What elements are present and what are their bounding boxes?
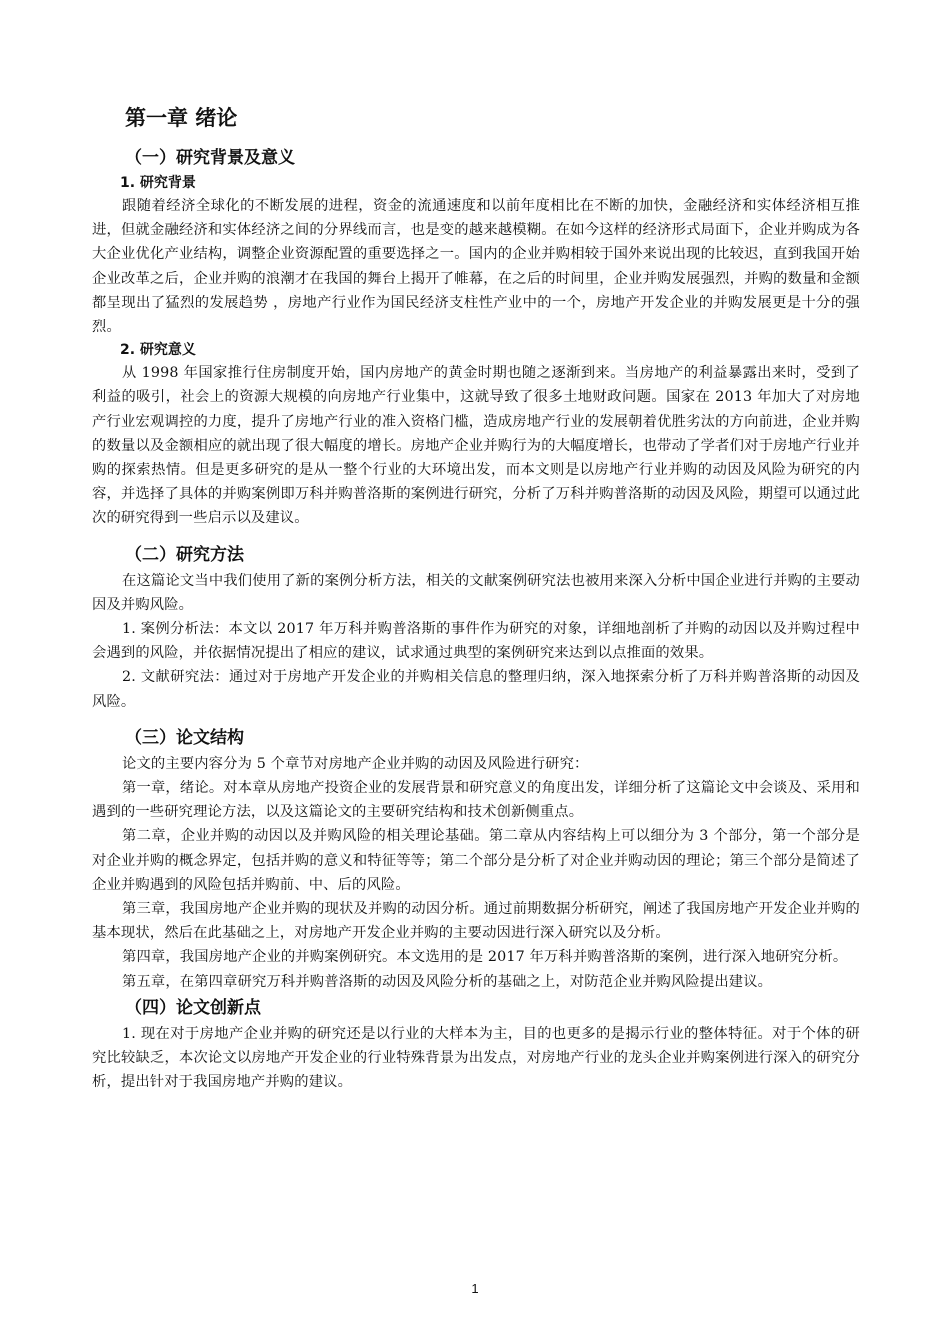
section-heading-background: （一）研究背景及意义	[125, 148, 295, 168]
paragraph: 1. 现在对于房地产企业并购的研究还是以行业的大样本为主，目的也更多的是揭示行业的整体特征。对于个体的研究比较缺乏，本次论文以房地产开发企业的行业特殊背景为出发点，对房地产行业的龙头企业并购案例进行深入的研究分析，提出针对于我国房地产并购的建议。	[92, 1025, 860, 1091]
subsection-heading-significance: 2. 研究意义	[120, 342, 196, 359]
paragraph: 论文的主要内容分为 5 个章节对房地产企业并购的动因及风险进行研究：	[122, 755, 589, 772]
paragraph: 第五章，在第四章研究万科并购普洛斯的动因及风险分析的基础之上，对防范企业并购风险提出建议。	[122, 973, 773, 990]
paragraph: 第四章，我国房地产企业的并购案例研究。本文选用的是 2017 年万科并购普洛斯的案例，进行深入地研究分析。	[122, 949, 848, 966]
paragraph: 第一章，绪论。对本章从房地产投资企业的发展背景和研究意义的角度出发，详细分析了这篇论文中会谈及、采用和遇到的一些研究理论方法，以及这篇论文的主要研究结构和技术创新侧重点。	[92, 780, 860, 821]
paragraph: 1. 案例分析法：本文以 2017 年万科并购普洛斯的事件作为研究的对象，详细地剖析了并购的动因以及并购过程中会遇到的风险，并依据情况提出了相应的建议，试求通过典型的案例研究来达到以点推面的效果。	[92, 621, 860, 662]
section-heading-innovation: （四）论文创新点	[125, 997, 261, 1018]
page-number: 1	[471, 1281, 479, 1296]
page-content	[92, 104, 860, 1095]
paragraph: 第二章，企业并购的动因以及并购风险的相关理论基础。第二章从内容结构上可以细分为 3 个部分，第一个部分是对企业并购的概念界定，包括并购的意义和特征等等；第二个部分是分析了对企业并购动因的理论；第三个部分是简述了企业并购遇到的风险包括并购前、中、后的风险。	[92, 828, 860, 893]
paragraph: 2. 文献研究法：通过对于房地产开发企业的并购相关信息的整理归纳，深入地探索分析了万科并购普洛斯的动因及风险。	[92, 669, 860, 710]
paragraph: 在这篇论文当中我们使用了新的案例分析方法，相关的文献案例研究法也被用来深入分析中国企业进行并购的主要动因及并购风险。	[92, 572, 860, 613]
paragraph: 第三章，我国房地产企业并购的现状及并购的动因分析。通过前期数据分析研究，阐述了我国房地产开发企业并购的基本现状，然后在此基础之上，对房地产开发企业并购的主要动因进行深入研究以及分析。	[92, 901, 860, 942]
paragraph: 从 1998 年国家推行住房制度开始，国内房地产的黄金时期也随之逐渐到来。当房地产的利益暴露出来时，受到了利益的吸引，社会上的资源大规模的向房地产行业集中，这就导致了很多土地财政问题。国家在 2013 年加大了对房地产行业宏观调控的力度，提升了房地产行业的准入资格门槛，造成房地产行业的发展朝着优胜劣汰的方向前进，企业并购的数量以及金额相应的就出现了很大幅度的增长。房地产企业并购行为的大幅度增长，也带动了学者们对于房地产行业并购的探索热情。但是更多研究的是从一整个行业的大环境出发，而本文则是以房地产行业并购的动因及风险为研究的内容，并选择了具体的并购案例即万科并购普洛斯的案例进行研究，分析了万科并购普洛斯的动因及风险，期望可以通过此次的研究得到一些启示以及建议。	[92, 365, 860, 527]
paragraph: 跟随着经济全球化的不断发展的进程，资金的流通速度和以前年度相比在不断的加快，金融经济和实体经济相互推进，但就金融经济和实体经济之间的分界线而言，也是变的越来越模糊。在如今这样的经济形式局面下，企业并购成为各大企业优化产业结构，调整企业资源配置的重要选择之一。国内的企业并购相较于国外来说出现的比较迟，直到我国开始企业改革之后，企业并购的浪潮才在我国的舞台上揭开了帷幕，在之后的时间里，企业并购发展强烈，并购的数量和金额都呈现出了猛烈的发展趋势 ，房地产行业作为国民经济支柱性产业中的一个，房地产开发企业的并购发展更是十分的强烈。	[92, 198, 860, 336]
chapter-title: 第一章 绪论	[125, 106, 238, 130]
section-heading-methods: （二）研究方法	[125, 544, 244, 565]
section-heading-structure: （三）论文结构	[125, 727, 244, 748]
subsection-heading-background: 1. 研究背景	[120, 175, 196, 191]
